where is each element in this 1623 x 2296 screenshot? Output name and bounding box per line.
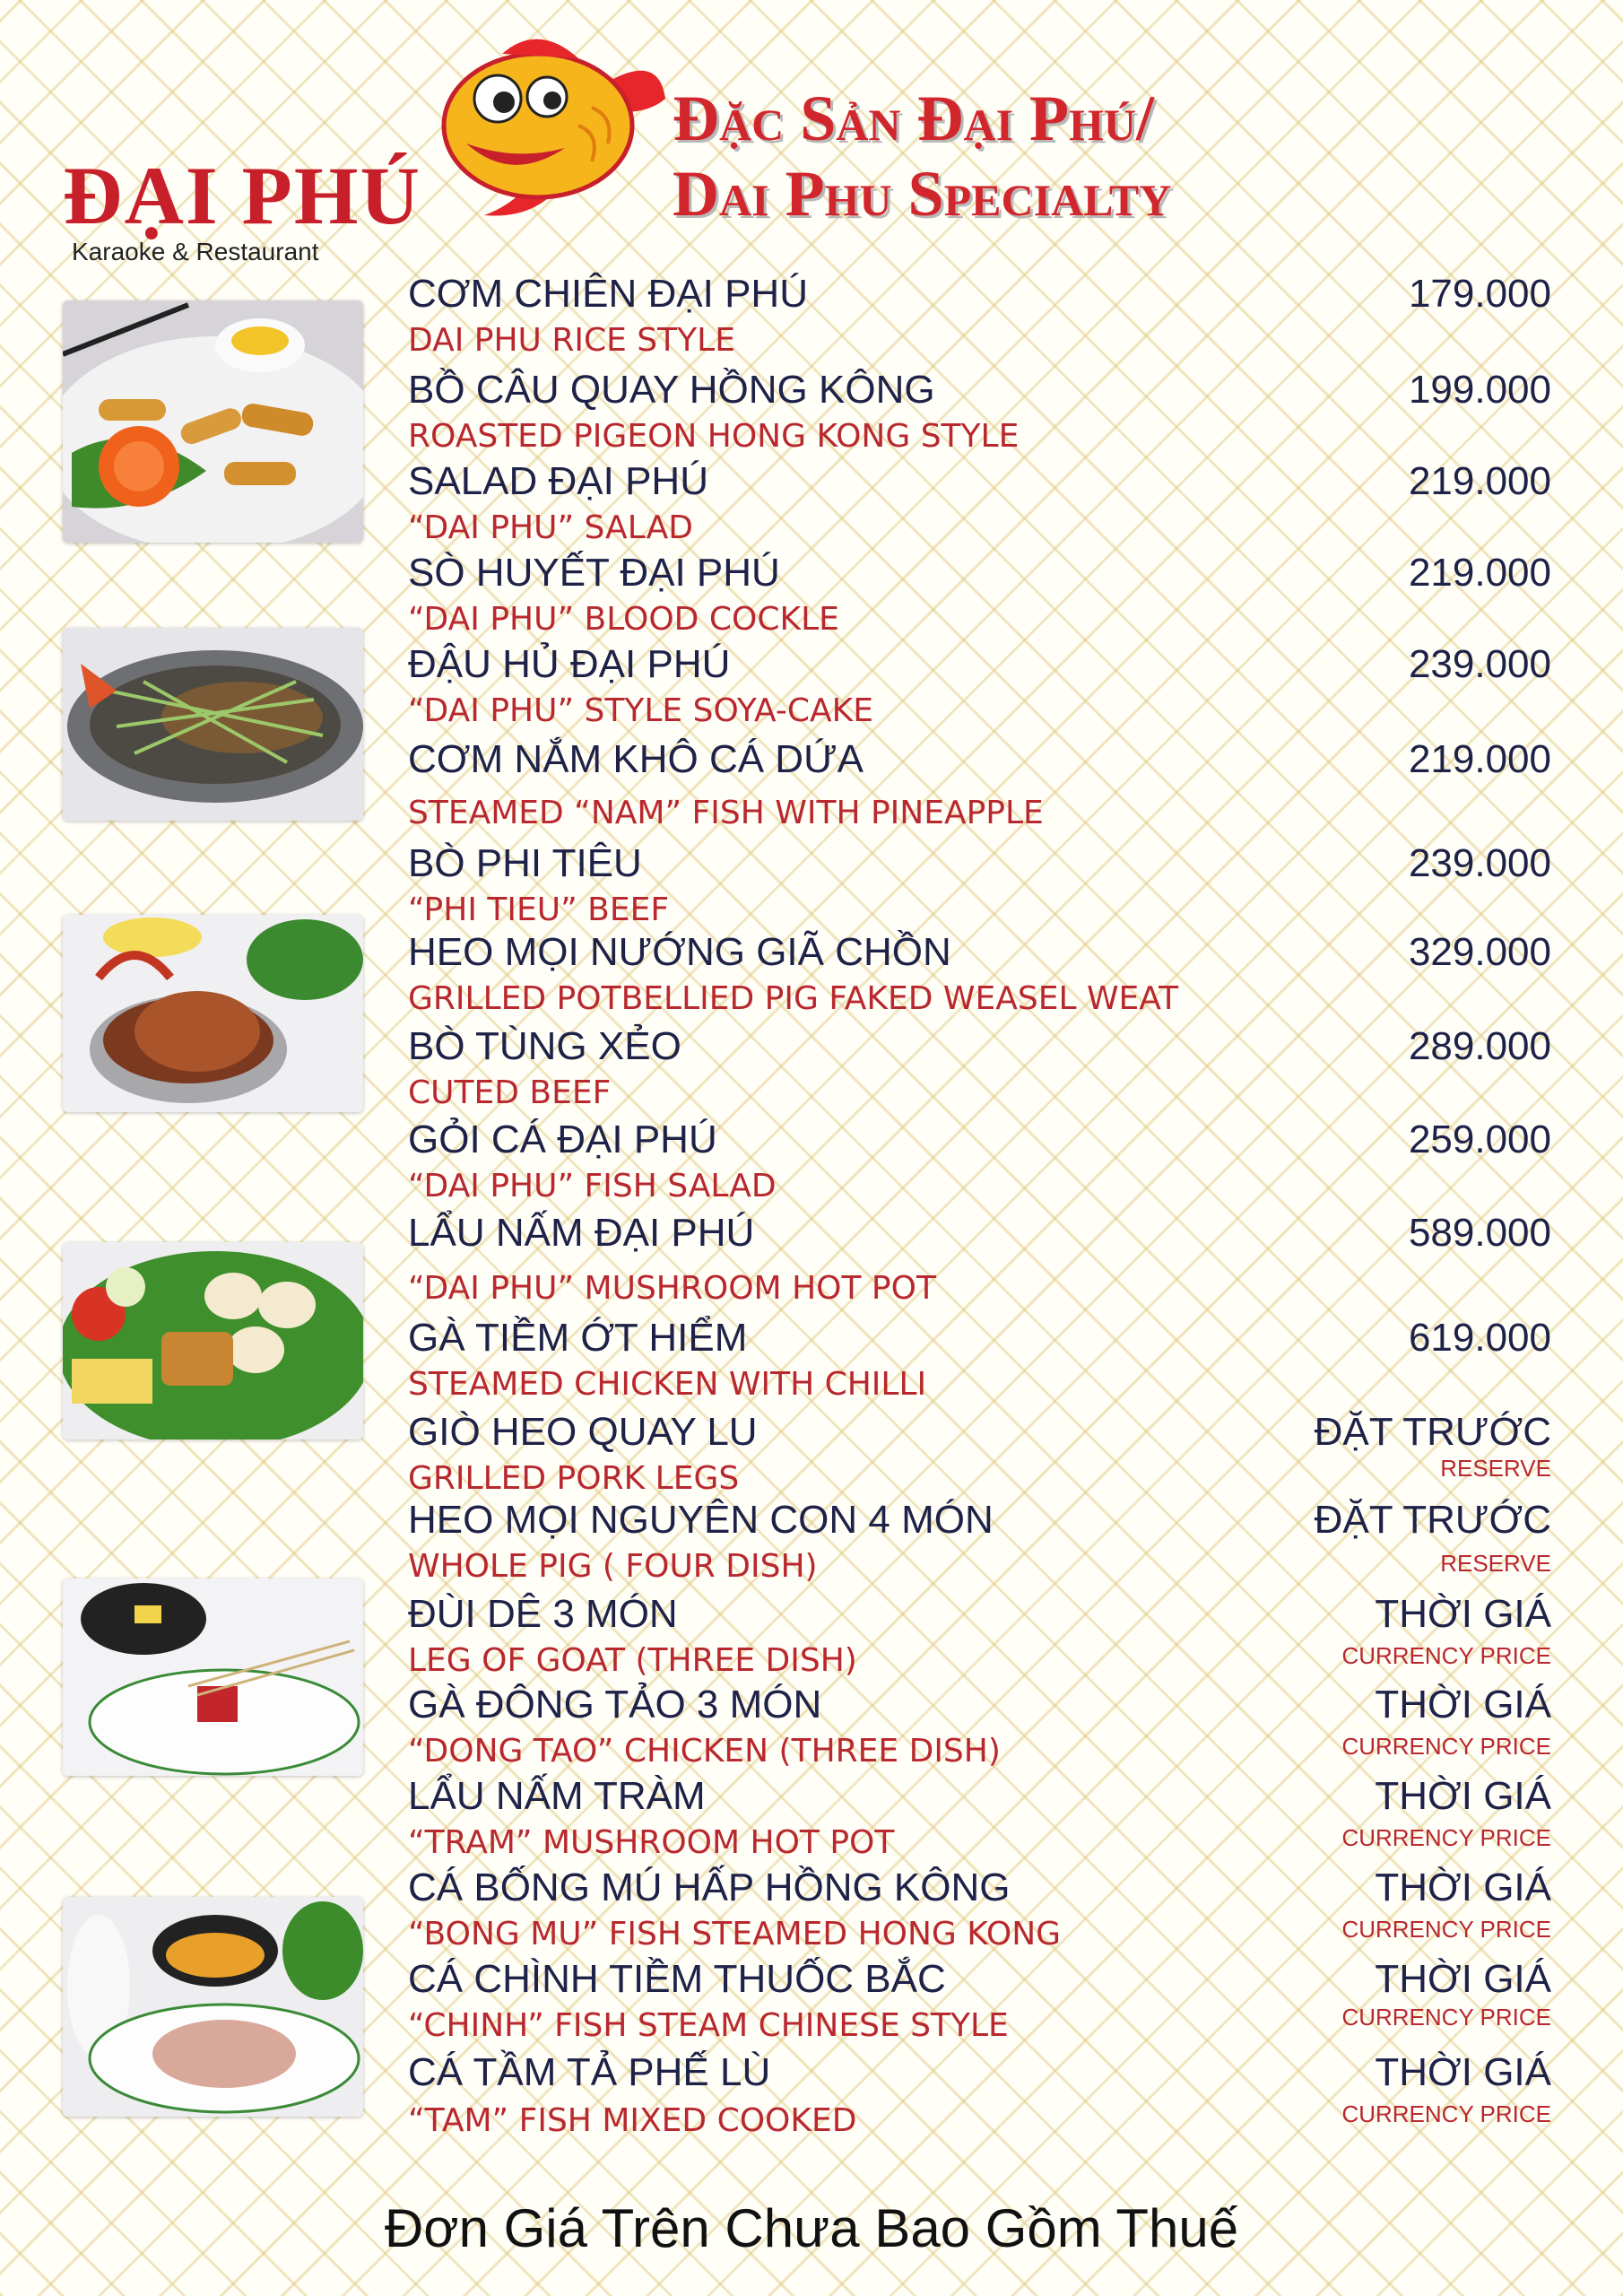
dish-name: BÒ PHI TIÊU [408,841,642,885]
menu-item [408,272,1551,361]
menu-item [408,368,1551,457]
dish-price: ĐẶT TRƯỚC [1314,1410,1551,1454]
brand-name: ĐẠI PHÚ [63,150,421,241]
dish-name: GIÒ HEO QUAY LU [408,1410,758,1454]
dish-price: 219.000 [1408,737,1551,781]
dish-english-name: “TAM” FISH MIXED COOKED [408,2102,857,2139]
dish-name: GÀ TIỀM ỚT HIỂM [408,1316,748,1360]
hotpot-fish-platter-photo [63,1897,363,2117]
dish-price: 219.000 [1408,459,1551,503]
dish-name: ĐÙI DÊ 3 MÓN [408,1592,678,1636]
dish-english-name: “DAI PHU” MUSHROOM HOT POT [408,1270,936,1307]
menu-item [408,2050,1551,2140]
dish-english-name: GRILLED POTBELLIED PIG FAKED WEASEL WEAT [408,980,1179,1017]
page-title [673,81,1408,231]
dish-english-name: CUTED BEEF [408,1074,612,1111]
menu-item [408,1498,1551,1587]
brand-tagline: Karaoke & Restaurant [72,238,319,265]
menu-item [408,1024,1551,1114]
menu-item [408,1957,1551,2047]
dish-name: BÒ TÙNG XẺO [408,1024,681,1068]
dish-english-name: “CHINH” FISH STEAM CHINESE STYLE [408,2007,1009,2044]
dish-english-name: “DONG TAO” CHICKEN (THREE DISH) [408,1733,1001,1770]
spring-rolls-plate-photo [63,300,363,543]
menu-item [408,1211,1551,1307]
dish-price-note: CURRENCY PRICE [1341,2100,1551,2127]
dish-price: THỜI GIÁ [1375,1592,1551,1636]
dish-price: 199.000 [1408,368,1551,412]
dish-english-name: ROASTED PIGEON HONG KONG STYLE [408,418,1020,455]
dish-price: ĐẶT TRƯỚC [1314,1498,1551,1542]
dish-price: 589.000 [1408,1211,1551,1255]
dish-price: THỜI GIÁ [1375,1957,1551,2001]
dish-name: GÀ ĐÔNG TẢO 3 MÓN [408,1683,822,1726]
dish-english-name: STEAMED “NAM” FISH WITH PINEAPPLE [408,795,1044,831]
dish-name: HEO MỌI NGUYÊN CON 4 MÓN [408,1498,994,1542]
dish-english-name: “DAI PHU” SALAD [408,509,693,546]
dish-name: CÁ CHÌNH TIỀM THUỐC BẮC [408,1957,946,2001]
dish-price: 179.000 [1408,272,1551,316]
menu-item [408,1118,1551,1207]
dish-price: THỜI GIÁ [1375,1683,1551,1726]
page-title-line1: Đặc Sản Đại Phú/ [673,83,1155,154]
dish-price: 619.000 [1408,1316,1551,1360]
dish-name: BỒ CÂU QUAY HỒNG KÔNG [408,368,935,412]
dish-english-name: “TRAM” MUSHROOM HOT POT [408,1824,895,1861]
fried-fish-cakes-photo [63,1242,363,1439]
dish-price: THỜI GIÁ [1375,2050,1551,2094]
menu-item [408,737,1551,831]
dish-english-name: “BONG MU” FISH STEAMED HONG KONG [408,1916,1062,1952]
dish-price-note: CURRENCY PRICE [1341,2004,1551,2031]
menu-item [408,1316,1551,1405]
dish-name: SALAD ĐẠI PHÚ [408,459,708,503]
dish-english-name: GRILLED PORK LEGS [408,1460,740,1497]
dish-english-name: LEG OF GOAT (THREE DISH) [408,1642,857,1679]
dish-name: GỎI CÁ ĐẠI PHÚ [408,1118,717,1161]
dish-name: CÁ TẦM TẢ PHẾ LÙ [408,2050,771,2094]
roast-chicken-pot-photo [63,915,363,1112]
menu-item [408,930,1551,1020]
dish-english-name: “DAI PHU” FISH SALAD [408,1168,777,1205]
dish-price: THỜI GIÁ [1375,1774,1551,1818]
dish-english-name: “DAI PHU” BLOOD COCKLE [408,601,839,638]
dish-name: CÁ BỐNG MÚ HẤP HỒNG KÔNG [408,1866,1011,1909]
dish-price: 239.000 [1408,841,1551,885]
dish-name: LẨU NẤM ĐẠI PHÚ [408,1211,755,1255]
dish-price-note: CURRENCY PRICE [1341,1733,1551,1760]
menu-item [408,1866,1551,1955]
dish-price: 239.000 [1408,642,1551,686]
fish-mascot-icon [430,27,673,242]
menu-item [408,1410,1551,1500]
grilled-fish-platter-photo [63,628,363,821]
dish-english-name: WHOLE PIG ( FOUR DISH) [408,1548,818,1585]
dish-english-name: DAI PHU RICE STYLE [408,322,735,359]
dish-price-note: CURRENCY PRICE [1341,1824,1551,1851]
menu-item [408,1774,1551,1864]
tax-note: Đơn Giá Trên Chưa Bao Gồm Thuế [384,2198,1239,2258]
dish-price: 329.000 [1408,930,1551,974]
page-title-line2: Dai Phu Specialty [673,158,1172,230]
menu-item [408,551,1551,640]
menu-item [408,1683,1551,1772]
dish-english-name: STEAMED CHICKEN WITH CHILLI [408,1366,927,1403]
dish-name: LẨU NẤM TRÀM [408,1774,706,1818]
menu-item [408,1592,1551,1682]
dish-price-note: CURRENCY PRICE [1341,1642,1551,1669]
dish-name: ĐẬU HỦ ĐẠI PHÚ [408,642,731,686]
dish-price-note: RESERVE [1440,1455,1551,1482]
dish-name: HEO MỌI NƯỚNG GIÃ CHỒN [408,930,951,974]
dish-name: CƠM NẮM KHÔ CÁ DỨA [408,737,864,781]
menu-item [408,841,1551,931]
goat-dish-photo [63,1578,363,1776]
dish-price-note: CURRENCY PRICE [1341,1916,1551,1943]
dish-price: 259.000 [1408,1118,1551,1161]
dish-name: SÒ HUYẾT ĐẠI PHÚ [408,551,780,595]
menu-item [408,459,1551,549]
menu-item [408,642,1551,732]
dish-price-note: RESERVE [1440,1550,1551,1577]
dish-name: CƠM CHIÊN ĐẠI PHÚ [408,272,808,316]
dish-english-name: “DAI PHU” STYLE SOYA-CAKE [408,692,873,729]
dish-price: 219.000 [1408,551,1551,595]
dish-price: 289.000 [1408,1024,1551,1068]
restaurant-logo [63,27,637,269]
dish-english-name: “PHI TIEU” BEEF [408,891,670,928]
dish-price: THỜI GIÁ [1375,1866,1551,1909]
